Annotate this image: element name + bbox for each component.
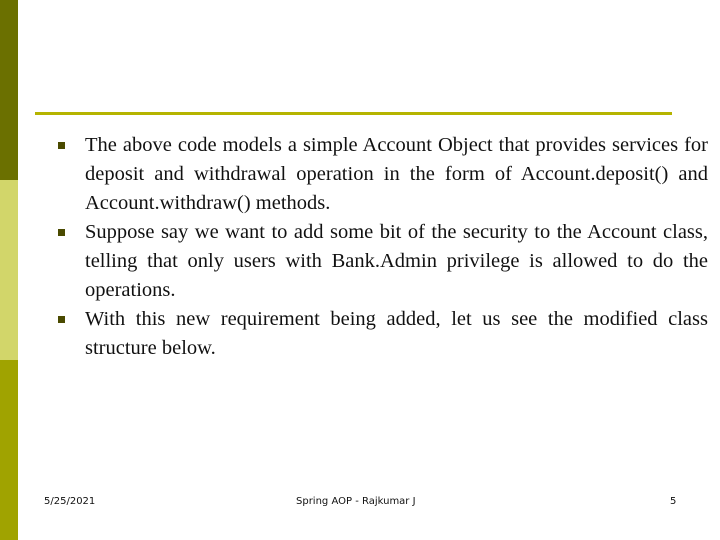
sidebar-segment-middle	[0, 180, 18, 360]
page-number: 5	[670, 496, 677, 507]
bullet-item	[58, 131, 708, 218]
bullet-text: Suppose say we want to add some bit of the security to the Account class, telling that only users with Bank.Admin privilege is allowed to do the operations.	[85, 221, 708, 301]
square-bullet-icon	[58, 142, 65, 149]
bullet-list	[58, 131, 708, 363]
footer-title: Spring AOP - Rajkumar J	[296, 496, 416, 507]
square-bullet-icon	[58, 316, 65, 323]
square-bullet-icon	[58, 229, 65, 236]
sidebar-segment-top	[0, 0, 18, 180]
bullet-item	[58, 218, 708, 305]
bullet-text: The above code models a simple Account Object that provides services for deposit and withdrawal operation in the form of Account.deposit() and Account.withdraw() methods.	[85, 134, 708, 214]
bullet-item	[58, 305, 708, 363]
bullet-text: With this new requirement being added, let us see the modified class structure below.	[85, 308, 708, 359]
title-divider	[35, 112, 672, 115]
sidebar-decoration	[0, 0, 18, 540]
footer-date: 5/25/2021	[44, 496, 96, 507]
sidebar-segment-bottom	[0, 360, 18, 540]
